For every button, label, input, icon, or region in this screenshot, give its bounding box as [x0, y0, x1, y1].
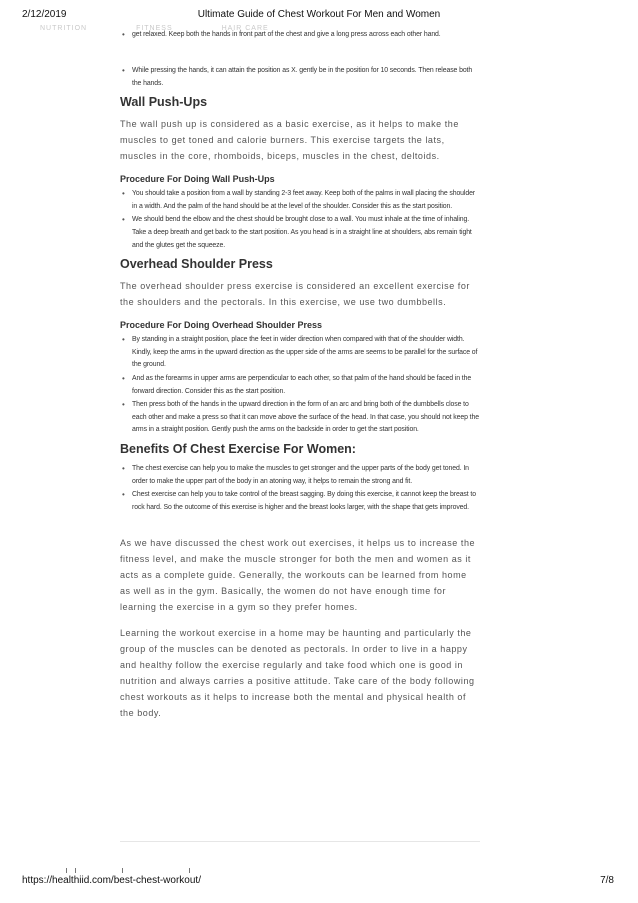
list-item: • And as the forearms in upper arms are perpendicular to each other, so that palm of the hand should be faced in the forward direction. Consider this as the start position.	[132, 373, 480, 398]
closing-paragraph: Learning the workout exercise in a home may be haunting and particularly the group of the muscles can be denoted as pectorals. In order to live in a happy and healthy follow the exercise regularly and take food which one is good in nutrition and always carries a positive attitude. Take care of the body following chest workouts as it helps to increase both the mental and physical health of the body.	[120, 628, 475, 719]
continued-list	[120, 31, 480, 66]
section-heading-benefits: Benefits Of Chest Exercise For Women:	[120, 441, 356, 456]
list-item: • We should bend the elbow and the chest should be brought close to a wall. You must inhale at the time of inhaling. Take a deep breath and get back to the start position. As you head is in a straight line at shoulders, abs remain tight and the glutes get the squeeze.	[132, 214, 480, 252]
list-item: • By standing in a straight position, place the feet in wider direction when compared with that of the shoulder width. Kindly, keep the arms in the upward direction as the upper side of the arms are seems to be parallel for the surface of the ground.	[132, 334, 480, 372]
nav-item-hair-care[interactable]: HAIR CARE	[221, 25, 269, 32]
list-item: • While pressing the hands, it can attain the position as X. gently be in the position for 10 seconds. Then release both the hands.	[132, 65, 480, 90]
section-heading-wall-push-ups: Wall Push-Ups	[120, 95, 208, 110]
list-item: • Then press both of the hands in the upward direction in the form of an arc and bring both of the dumbbells close to each other and make a press so that it can move above the surface of the head. In that case, you should not keep the arms in a straight position. Gently push the arms on the backside in order to get the start position.	[132, 399, 480, 437]
procedure-heading: Procedure For Doing Wall Push-Ups	[120, 174, 275, 185]
page-number: 7/8	[600, 875, 614, 886]
section-heading-overhead-shoulder-press: Overhead Shoulder Press	[120, 257, 273, 272]
nav-item-fitness[interactable]: FITNESS	[136, 25, 173, 32]
list-item: • Chest exercise can help you to take control of the breast sagging. By doing this exercise, it cannot keep the breast to rock hard. So the outcome of this exercise is higher and the breast looks larger, with the shape that gets improved.	[132, 489, 480, 514]
footer-divider	[120, 841, 480, 842]
article-body	[120, 31, 480, 731]
nav-item-nutrition[interactable]: NUTRITION	[40, 25, 88, 32]
list-item: • You should take a position from a wall by standing 2-3 feet away. Keep both of the palms in wall placing the shoulder in a width. And the palm of the hand should be at the level of the shoulder. Consider this as the start position.	[132, 188, 480, 213]
page-url[interactable]: https://healthiid.com/best-chest-workout/	[22, 875, 201, 886]
section-intro: The wall push up is considered as a basic exercise, as it helps to make the muscles to get toned and calorie burners. This exercise targets the lats, muscles in the core, rhomboids, biceps, muscles in the chest, deltoids.	[120, 119, 459, 162]
procedure-heading: Procedure For Doing Overhead Shoulder Press	[120, 320, 323, 331]
list-item: • get relaxed. Keep both the hands in front part of the chest and give a long press across each other hand.	[132, 29, 480, 42]
print-date: 2/12/2019	[22, 9, 67, 20]
section-intro: The overhead shoulder press exercise is considered an excellent exercise for the shoulders and the pectorals. In this exercise, we use two dumbbells.	[120, 281, 470, 308]
closing-paragraph: As we have discussed the chest work out exercises, it helps us to increase the fitness level, and make the muscle stronger for both the men and women as it acts as a complete guide. Generally, the workouts can be learned from home as well as in the gym. Basically, the women do not have enough time for learning the exercise in a gym so they prefer homes.	[120, 538, 476, 613]
list-item: • The chest exercise can help you to make the muscles to get stronger and the upper parts of the body get toned. In order to make the upper part of the body in an atoning way, it helps to remain the strong and fit.	[132, 463, 480, 488]
print-title: Ultimate Guide of Chest Workout For Men and Women	[197, 9, 441, 20]
